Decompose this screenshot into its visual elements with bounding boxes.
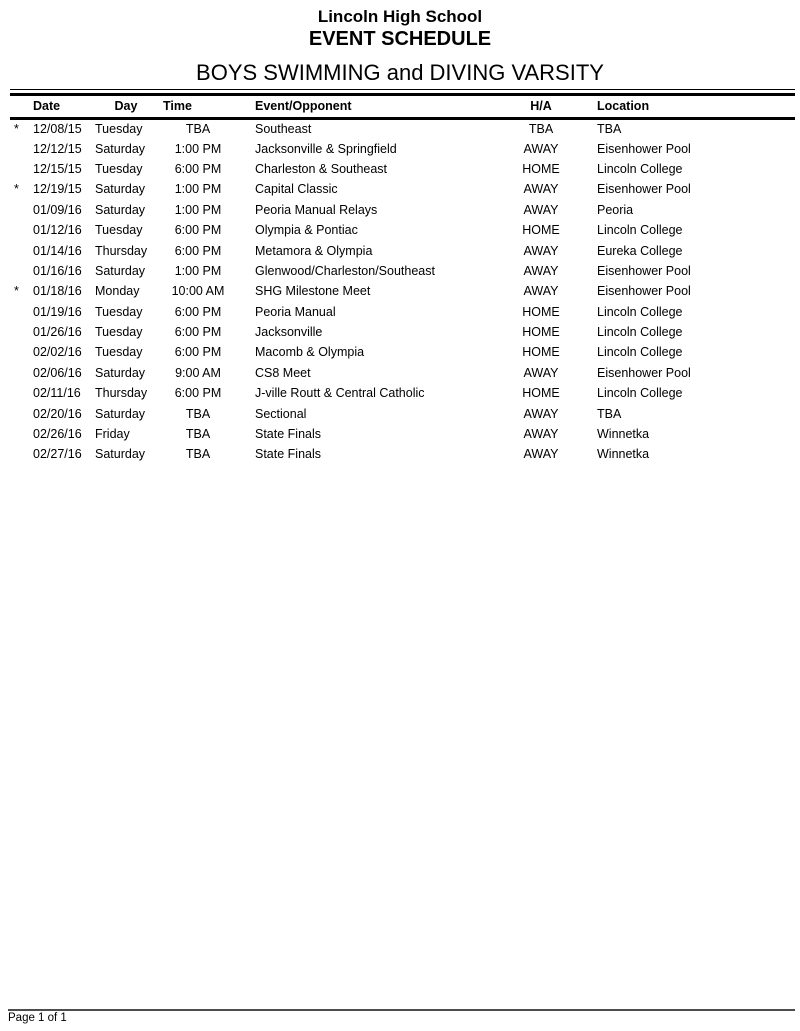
cell-location: Lincoln College (597, 325, 683, 340)
cell-event-opponent: State Finals (255, 427, 322, 442)
cell-day: Thursday (95, 386, 148, 401)
cell-ha: HOME (522, 161, 560, 176)
cell-event-opponent: Metamora & Olympia (255, 243, 373, 258)
cell-time: 1:00 PM (174, 263, 222, 278)
cell-day: Tuesday (95, 345, 143, 360)
column-header-star (10, 96, 28, 118)
cell-date: 01/18/16 (33, 284, 82, 299)
cell-location: Winnetka (597, 447, 650, 462)
document-header (0, 6, 800, 86)
cell-date: 02/06/16 (33, 365, 82, 380)
cell-day: Friday (95, 427, 130, 442)
table-row (10, 281, 795, 301)
cell-event-opponent: J-ville Routt & Central Catholic (255, 386, 425, 401)
cell-ha: AWAY (523, 365, 559, 380)
cell-star-marker (10, 363, 28, 383)
table-header-row (10, 96, 795, 118)
table-row (10, 220, 795, 240)
table-row (10, 444, 795, 464)
cell-event-opponent: CS8 Meet (255, 365, 311, 380)
cell-date: 12/15/15 (33, 161, 82, 176)
cell-ha: AWAY (523, 202, 559, 217)
table-row (10, 200, 795, 220)
table-row (10, 240, 795, 260)
cell-date: 02/26/16 (33, 427, 82, 442)
cell-event-opponent: Peoria Manual (255, 304, 336, 319)
cell-time: 9:00 AM (175, 365, 221, 380)
cell-event-opponent: Glenwood/Charleston/Southeast (255, 263, 435, 278)
cell-star-marker (10, 444, 28, 464)
cell-day: Tuesday (95, 325, 143, 340)
cell-time: TBA (185, 427, 211, 442)
schedule-body (10, 118, 795, 465)
cell-event-opponent: State Finals (255, 447, 322, 462)
cell-day: Thursday (95, 243, 148, 258)
cell-location: Eisenhower Pool (597, 263, 691, 278)
cell-location: Eureka College (597, 243, 683, 258)
cell-star-marker: * (14, 121, 19, 136)
events-table (10, 96, 795, 465)
cell-star-marker (10, 240, 28, 260)
cell-day: Monday (95, 284, 140, 299)
cell-star-marker (10, 302, 28, 322)
cell-ha: HOME (522, 386, 560, 401)
cell-date: 02/11/16 (33, 386, 81, 401)
table-row (10, 118, 795, 138)
table-row (10, 159, 795, 179)
cell-ha: HOME (522, 345, 560, 360)
column-header-date: Date (28, 96, 92, 118)
cell-star-marker (10, 424, 28, 444)
table-row (10, 403, 795, 423)
table-row (10, 322, 795, 342)
cell-location: TBA (597, 406, 622, 421)
cell-location: Lincoln College (597, 223, 683, 238)
cell-time: TBA (185, 406, 211, 421)
column-header-day: Day (92, 96, 160, 118)
cell-location: Eisenhower Pool (597, 182, 691, 197)
cell-ha: HOME (522, 325, 560, 340)
cell-day: Tuesday (95, 161, 143, 176)
column-header-ha: H/A (511, 96, 571, 118)
cell-time: TBA (185, 447, 211, 462)
table-row (10, 302, 795, 322)
cell-date: 01/19/16 (33, 304, 82, 319)
cell-date: 02/20/16 (33, 406, 82, 421)
cell-time: 6:00 PM (174, 386, 222, 401)
cell-event-opponent: Peoria Manual Relays (255, 202, 378, 217)
cell-event-opponent: Olympia & Pontiac (255, 223, 358, 238)
cell-date: 02/02/16 (33, 345, 82, 360)
table-row (10, 179, 795, 199)
cell-star-marker: * (14, 284, 19, 299)
cell-time: 10:00 AM (171, 284, 225, 299)
cell-star-marker (10, 200, 28, 220)
cell-time: 6:00 PM (174, 325, 222, 340)
cell-event-opponent: SHG Milestone Meet (255, 284, 371, 299)
cell-ha: AWAY (523, 447, 559, 462)
cell-day: Saturday (95, 447, 146, 462)
cell-ha: AWAY (523, 427, 559, 442)
cell-location: TBA (597, 121, 622, 136)
cell-date: 12/19/15 (33, 182, 82, 197)
cell-ha: AWAY (523, 284, 559, 299)
column-header-event-opponent: Event/Opponent (236, 96, 511, 118)
cell-event-opponent: Jacksonville & Springfield (255, 141, 397, 156)
cell-ha: TBA (528, 121, 554, 136)
cell-day: Saturday (95, 141, 146, 156)
schedule-table (10, 89, 795, 465)
cell-star-marker (10, 383, 28, 403)
cell-star-marker (10, 322, 28, 342)
cell-event-opponent: Southeast (255, 121, 312, 136)
cell-time: TBA (185, 121, 211, 136)
cell-ha: AWAY (523, 141, 559, 156)
table-row (10, 261, 795, 281)
cell-day: Saturday (95, 406, 146, 421)
cell-date: 01/12/16 (33, 223, 82, 238)
cell-date: 02/27/16 (33, 447, 82, 462)
cell-event-opponent: Jacksonville (255, 325, 323, 340)
cell-location: Lincoln College (597, 345, 683, 360)
cell-star-marker (10, 138, 28, 158)
cell-star-marker: * (14, 182, 19, 197)
cell-location: Winnetka (597, 427, 650, 442)
cell-location: Eisenhower Pool (597, 284, 691, 299)
footer-rule (8, 1009, 795, 1011)
table-row (10, 424, 795, 444)
cell-time: 6:00 PM (174, 223, 222, 238)
cell-ha: HOME (522, 304, 560, 319)
cell-day: Saturday (95, 263, 146, 278)
cell-ha: AWAY (523, 182, 559, 197)
table-row (10, 138, 795, 158)
cell-ha: HOME (522, 223, 560, 238)
table-row (10, 342, 795, 362)
cell-time: 6:00 PM (174, 243, 222, 258)
cell-time: 1:00 PM (174, 182, 222, 197)
cell-location: Lincoln College (597, 161, 683, 176)
cell-event-opponent: Capital Classic (255, 182, 338, 197)
cell-location: Lincoln College (597, 386, 683, 401)
cell-ha: AWAY (523, 263, 559, 278)
page-number: Page 1 of 1 (8, 1012, 67, 1024)
cell-date: 12/12/15 (33, 141, 82, 156)
cell-date: 01/26/16 (33, 325, 82, 340)
cell-location: Lincoln College (597, 304, 683, 319)
table-top-rule-thin (10, 89, 795, 90)
cell-star-marker (10, 261, 28, 281)
cell-date: 01/16/16 (33, 263, 82, 278)
cell-day: Tuesday (95, 223, 143, 238)
cell-time: 6:00 PM (174, 304, 222, 319)
cell-event-opponent: Sectional (255, 406, 307, 421)
table-row (10, 383, 795, 403)
cell-time: 1:00 PM (174, 202, 222, 217)
cell-day: Saturday (95, 182, 146, 197)
cell-time: 1:00 PM (174, 141, 222, 156)
cell-star-marker (10, 159, 28, 179)
cell-ha: AWAY (523, 243, 559, 258)
cell-event-opponent: Macomb & Olympia (255, 345, 365, 360)
cell-location: Peoria (597, 202, 634, 217)
cell-day: Saturday (95, 202, 146, 217)
cell-day: Tuesday (95, 304, 143, 319)
cell-star-marker (10, 403, 28, 423)
cell-time: 6:00 PM (174, 161, 222, 176)
cell-ha: AWAY (523, 406, 559, 421)
column-header-location: Location (571, 96, 795, 118)
cell-location: Eisenhower Pool (597, 141, 691, 156)
table-row (10, 363, 795, 383)
cell-time: 6:00 PM (174, 345, 222, 360)
cell-star-marker (10, 220, 28, 240)
cell-date: 01/14/16 (33, 243, 82, 258)
school-name: Lincoln High School (317, 7, 483, 26)
cell-date: 01/09/16 (33, 202, 82, 217)
document-title: EVENT SCHEDULE (308, 28, 492, 50)
cell-star-marker (10, 342, 28, 362)
cell-date: 12/08/15 (33, 121, 82, 136)
cell-day: Saturday (95, 365, 146, 380)
cell-location: Eisenhower Pool (597, 365, 691, 380)
team-subtitle: BOYS SWIMMING and DIVING VARSITY (196, 60, 604, 85)
column-header-time: Time (160, 96, 236, 118)
cell-event-opponent: Charleston & Southeast (255, 161, 388, 176)
cell-day: Tuesday (95, 121, 143, 136)
